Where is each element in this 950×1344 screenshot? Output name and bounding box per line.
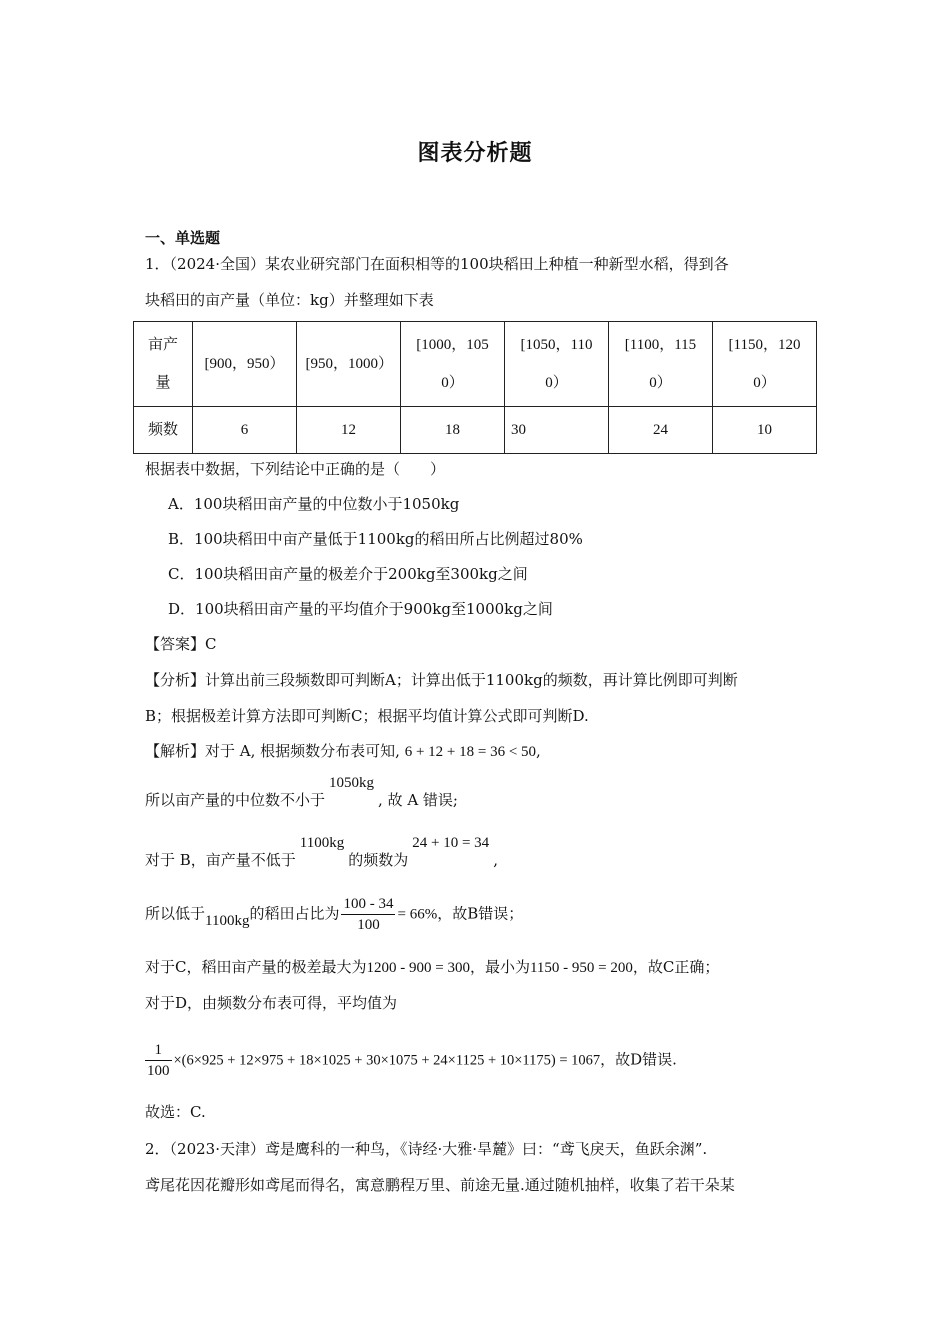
solution-b-formula: 24 + 10 = 34 [412, 835, 490, 851]
solution-b2-line [145, 894, 523, 935]
q1-stem-line1: 1．（2024·全国）某农业研究部门在面积相等的100块稻田上种植一种新型水稻，得到各 [145, 255, 729, 273]
solution-a-tail: , [536, 742, 541, 760]
solution-b2-fraction [341, 894, 395, 935]
solution-a-formula: 6 + 12 + 18 = 36 < 50 [404, 744, 537, 760]
table-range-cell: [900，950） [193, 322, 297, 407]
frequency-table [133, 321, 817, 454]
table-header-label: 亩产量 [134, 322, 193, 407]
table-freq-cell: 30 [505, 407, 609, 454]
analysis-line2: B；根据极差计算方法即可判断C；根据平均值计算公式即可判断D. [145, 707, 589, 725]
solution-d-formula-line [143, 1040, 677, 1081]
solution-d-line: 对于D，由频数分布表可得，平均值为 [145, 994, 398, 1012]
solution-b2-mid: 的稻田占比为 [249, 904, 340, 923]
q1-prompt: 根据表中数据，下列结论中正确的是（ ） [145, 460, 446, 478]
option-d: D．100块稻田亩产量的平均值介于900kg至1000kg之间 [168, 600, 553, 618]
table-range-cell: [950，1000） [297, 322, 401, 407]
solution-b2-text: 所以低于 [145, 904, 206, 923]
q1-stem-line2: 块稻田的亩产量（单位：kg）并整理如下表 [145, 291, 434, 309]
solution-b-value: 1100kg [299, 835, 345, 851]
answer-line: 【答案】C [145, 635, 217, 653]
analysis-line1: 【分析】计算出前三段频数即可判断A；计算出低于1100kg的频数，再计算比例即可判断 [145, 671, 738, 689]
solution-c-formula2: 1150 - 950 = 200 [529, 960, 633, 976]
fraction-numerator: 1 [145, 1040, 172, 1061]
solution-a-text: 【解析】对于 A, 根据频数分布表可知, [145, 742, 400, 760]
q2-line2: 鸢尾花因花瓣形如鸢尾而得名，寓意鹏程万里、前途无量.通过随机抽样，收集了若干朵某 [145, 1176, 735, 1194]
solution-c-mid: ，最小为 [469, 958, 530, 976]
table-freq-cell: 18 [401, 407, 505, 454]
conclusion-line: 故选：C. [145, 1103, 206, 1121]
fraction-denominator: 100 [357, 917, 380, 933]
solution-b2-value: 1100kg [205, 912, 250, 929]
table-row-frequency [134, 407, 817, 454]
table-range-cell: [1000，1050） [401, 322, 505, 407]
table-freq-cell: 24 [609, 407, 713, 454]
solution-d-formula: ×(6×925 + 12×975 + 18×1025 + 30×1075 + 24×1125 + 10×1175) = 1067 [173, 1052, 601, 1069]
solution-a2-value: 1050kg [329, 775, 375, 791]
q2-line1: 2．（2023·天津）鸢是鹰科的一种鸟，《诗经·大雅·旱麓》曰：“鸢飞戾天，鱼跃余渊”. [145, 1140, 708, 1158]
solution-d-tail: ，故D错误. [600, 1050, 677, 1069]
page-title: 图表分析题 [417, 141, 533, 166]
solution-c-formula1: 1200 - 900 = 300 [366, 960, 470, 976]
solution-c-text: 对于C，稻田亩产量的极差最大为 [145, 958, 367, 976]
table-range-cell: [1150，1200） [713, 322, 817, 407]
table-freq-cell: 10 [713, 407, 817, 454]
solution-b-tail: , [493, 851, 498, 869]
solution-d-fraction [145, 1040, 172, 1081]
option-c: C．100块稻田亩产量的极差介于200kg至300kg之间 [168, 565, 528, 583]
solution-c-line [145, 957, 719, 978]
table-freq-cell: 6 [193, 407, 297, 454]
solution-b-mid: 的频数为 [348, 851, 409, 869]
option-a: A．100块稻田亩产量的中位数小于1050kg [168, 495, 460, 513]
option-b: B．100块稻田中亩产量低于1100kg的稻田所占比例超过80% [168, 530, 583, 548]
solution-b-text: 对于 B，亩产量不低于 [145, 851, 296, 869]
solution-b-line [145, 835, 498, 871]
section-heading: 一、单选题 [145, 229, 221, 247]
table-freq-label: 频数 [134, 407, 193, 454]
solution-b2-tail: ，故B错误； [437, 904, 524, 923]
table-range-cell: [1100，1150） [609, 322, 713, 407]
table-row-yield [134, 322, 817, 407]
solution-b2-equals: = 66% [397, 906, 438, 923]
table-range-cell: [1050，1100） [505, 322, 609, 407]
solution-a-line [145, 741, 541, 762]
table-freq-cell: 12 [297, 407, 401, 454]
solution-c-tail: ，故C正确； [632, 958, 720, 976]
solution-a2-tail: , 故 A 错误; [378, 791, 458, 809]
solution-a2-line [145, 775, 458, 811]
fraction-denominator: 100 [147, 1063, 170, 1079]
solution-a2-text: 所以亩产量的中位数不小于 [145, 791, 326, 809]
fraction-numerator: 100 - 34 [341, 894, 395, 915]
